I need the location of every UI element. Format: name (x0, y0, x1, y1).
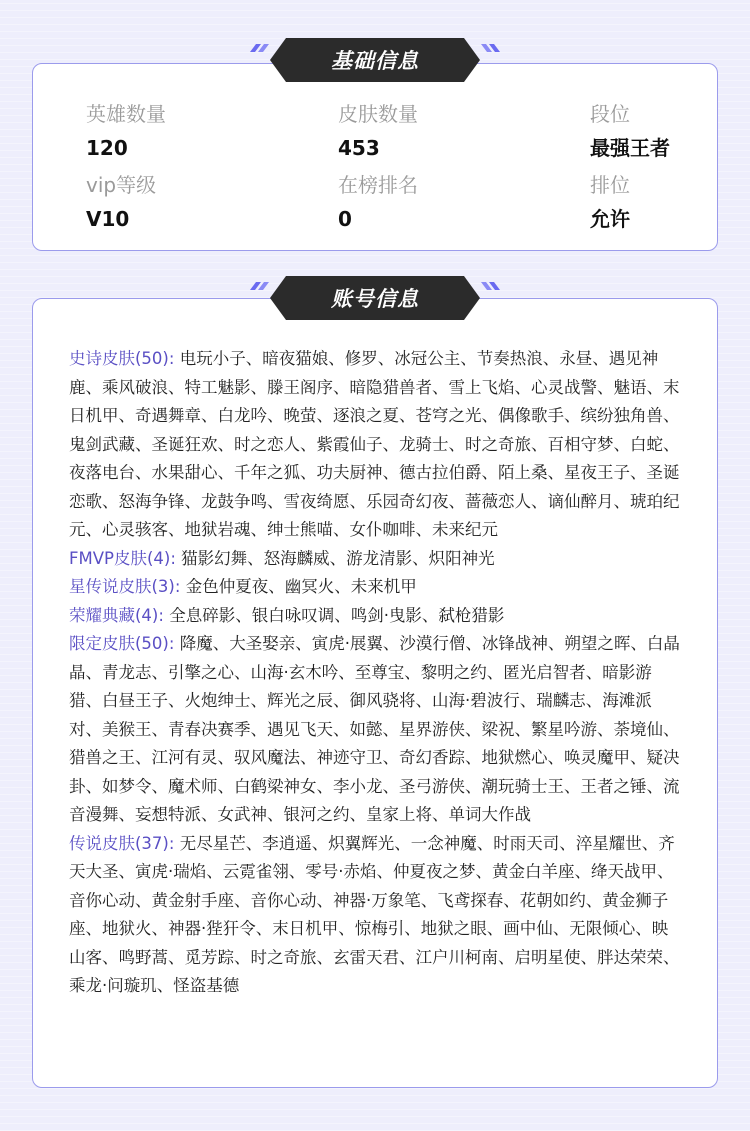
skin-section-fmvp (69, 545, 684, 574)
stat-value: 最强王者 (590, 136, 670, 160)
section-text: 无尽星芒、李逍遥、炽翼辉光、一念神魔、时雨天司、淬星耀世、齐天大圣、寅虎·瑞焰、云霓雀翎、零号·赤焰、仲夏夜之梦、黄金白羊座、绛天战甲、音你心动、黄金射手座、音你心动、神器·万象笔、飞鸢探春、花朝如约、黄金狮子座、地狱火、神器·狴犴令、末日机甲、惊梅引、地狱之眼、画中仙、无限倾心、映山客、鸣野蒿、觅芳踪、时之奇旅、玄雷天君、江户川柯南、启明星使、胖达荣荣、乘龙·问璇玑、怪盗基德 (69, 833, 680, 995)
section-title: 基础信息 (331, 49, 419, 73)
account-info-card (32, 298, 718, 1088)
section-label: FMVP皮肤(4): (69, 548, 176, 568)
section-label: 史诗皮肤(50): (69, 349, 175, 368)
section-text: 金色仲夏夜、幽冥火、未来机甲 (185, 577, 417, 596)
section-label: 荣耀典藏(4): (69, 605, 164, 625)
skin-section-star-legend (69, 573, 684, 602)
stat-vip-level (86, 173, 156, 231)
section-title: 账号信息 (331, 287, 419, 311)
stat-skin-count (338, 102, 418, 160)
section-text: 降魔、大圣娶亲、寅虎·展翼、沙漠行僧、冰锋战神、朔望之晖、白晶晶、青龙志、引擎之心、山海·玄木吟、至尊宝、黎明之约、匿光启智者、暗影游猎、白昼王子、火炮绅士、辉光之辰、御风骁将、山海·碧波行、瑞麟志、海滩派对、美猴王、青春决赛季、遇见飞天、如懿、星界游侠、梁祝、繁星吟游、荼境仙、猎兽之王、江河有灵、驭风魔法、神迹守卫、奇幻香踪、地狱燃心、唤灵魔甲、疑决卦、如梦令、魔术师、白鹤梁神女、李小龙、圣弓游侠、潮玩骑士王、王者之锤、流音漫舞、妄想特派、女武神、银河之约、皇家上将、单词大作战 (69, 634, 680, 824)
stat-label: 皮肤数量 (338, 102, 418, 126)
skin-section-limited (69, 630, 684, 830)
stat-value: 120 (86, 136, 128, 160)
stat-value: V10 (86, 207, 130, 231)
basic-info-banner (248, 38, 502, 82)
skin-section-glory-collection (69, 602, 684, 631)
stat-ranked-allowed (590, 173, 630, 231)
stat-label: 英雄数量 (86, 102, 166, 126)
skin-section-epic (69, 345, 684, 545)
section-text: 电玩小子、暗夜猫娘、修罗、冰冠公主、节奏热浪、永昼、遇见神鹿、乘风破浪、特工魅影、滕王阁序、暗隐猎兽者、雪上飞焰、心灵战警、魅语、末日机甲、奇遇舞章、白龙吟、晚萤、逐浪之夏、苍穹之光、偶像歌手、缤纷独角兽、鬼剑武藏、圣诞狂欢、时之恋人、紫霞仙子、龙骑士、时之奇旅、百相守梦、白蛇、夜落电台、水果甜心、千年之狐、功夫厨神、德古拉伯爵、陌上桑、星夜王子、圣诞恋歌、怒海争锋、龙鼓争鸣、雪夜绮愿、乐园奇幻夜、蔷薇恋人、谪仙醉月、琥珀纪元、心灵骇客、地狱岩魂、绅士熊喵、女仆咖啡、未来纪元 (69, 349, 680, 539)
stat-label: vip等级 (86, 173, 157, 197)
stat-label: 排位 (590, 173, 630, 197)
stat-value: 453 (338, 136, 380, 160)
section-text: 全息碎影、银白咏叹调、鸣剑·曳影、弑枪猎影 (169, 605, 505, 625)
section-label: 限定皮肤(50): (69, 634, 175, 653)
stat-rank-tier (590, 102, 670, 160)
account-info-banner (248, 276, 502, 320)
stat-value: 允许 (590, 207, 630, 231)
stat-value: 0 (338, 207, 352, 231)
section-label: 传说皮肤(37): (69, 833, 175, 853)
skin-section-legend (69, 830, 684, 1001)
stat-label: 段位 (590, 102, 630, 126)
stat-hero-count (86, 102, 166, 160)
section-label: 星传说皮肤(3): (69, 577, 181, 596)
stat-leaderboard-rank (338, 173, 418, 231)
stat-label: 在榜排名 (338, 173, 418, 197)
basic-info-card (32, 63, 718, 251)
skin-list (69, 345, 684, 1001)
section-text: 猫影幻舞、怒海麟威、游龙清影、炽阳神光 (181, 548, 495, 568)
